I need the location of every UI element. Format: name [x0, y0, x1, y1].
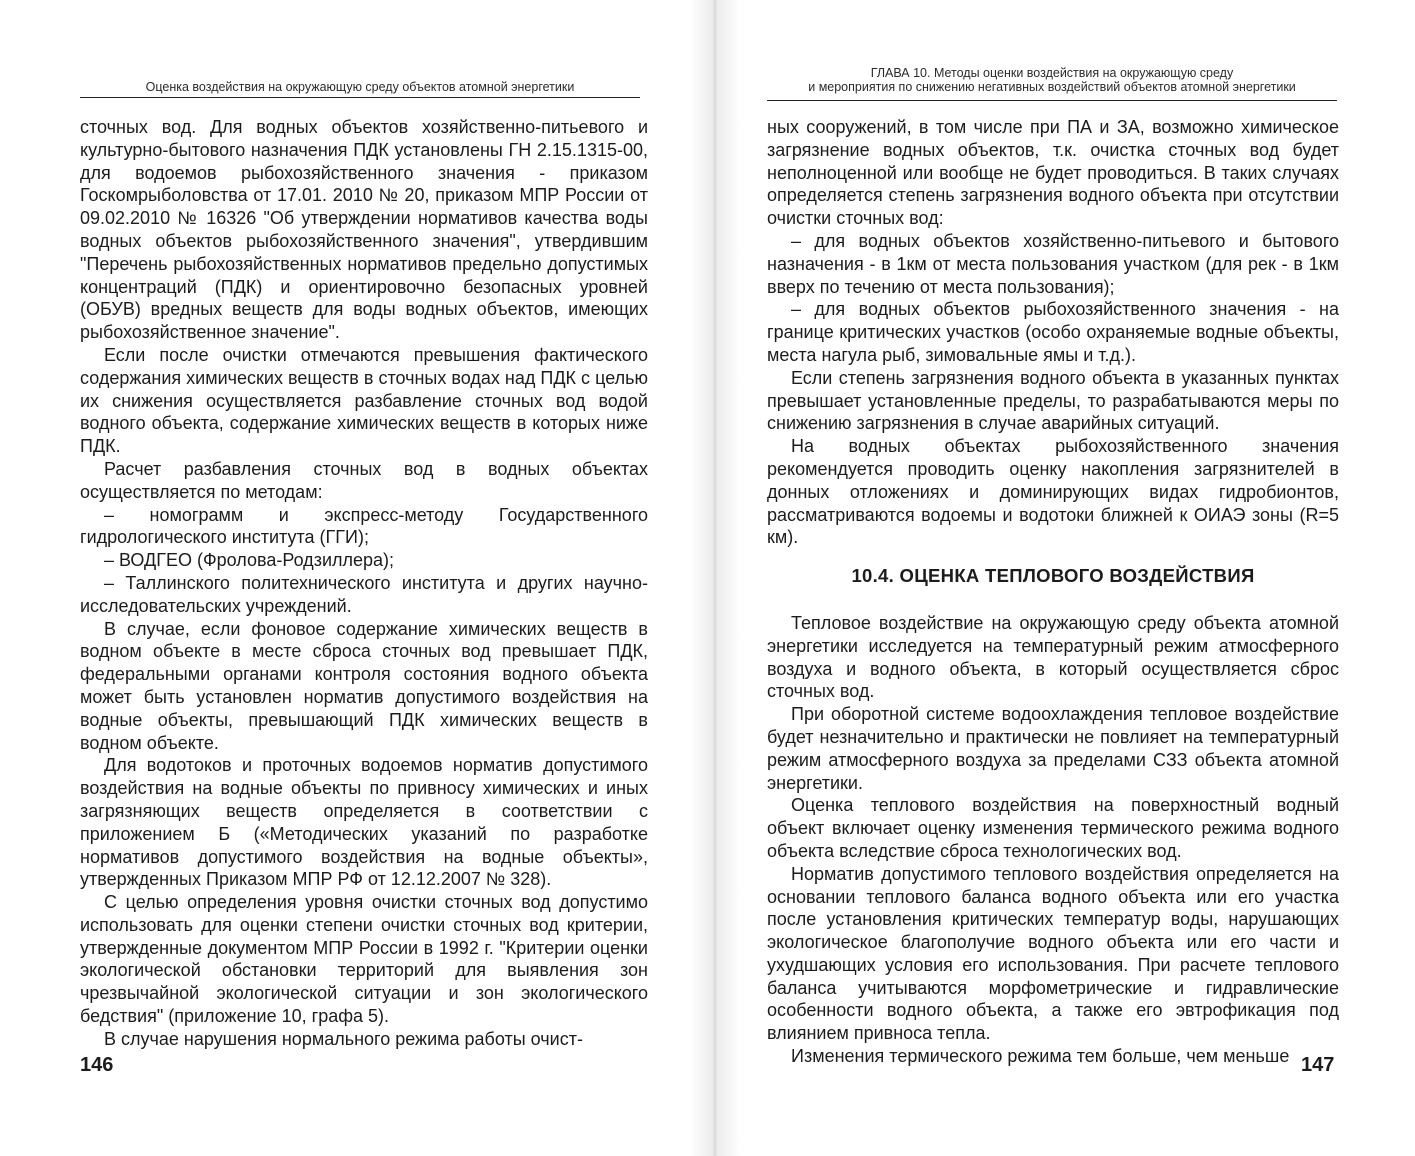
paragraph: Оценка теплового воздействия на поверхностный водный объект включает оценку изменения термического режима водного объекта вследствие сброса технологических вод. — [767, 795, 1339, 861]
paragraph: Если степень загрязнения водного объекта в указанных пунктах превышает установленные пределы, то разрабатываются меры по снижению загрязнения в случае аварийных ситуаций. — [767, 367, 1339, 434]
paragraph: При оборотной системе водоохлаждения тепловое воздействие будет незначительно и практически не повлияет на температурный режим атмосферного воздуха за пределами СЗЗ объекта атомной энергетики. — [767, 704, 1339, 793]
left-page — [0, 0, 700, 1156]
list-item: – номограмм и экспресс-методу Государственного гидрологического института (ГГИ); — [80, 504, 648, 548]
paragraph: Норматив допустимого теплового воздействия определяется на основании теплового баланса водного объекта или его участка после установления критических температур воды, нарушающих экологическое благополучие водного объекта или его части и ухудшающих условия его использования. При расчете теплового баланса учитываются морфометрические и гидравлические особенности водного объекта, а также его эвтрофикация под влиянием привноса тепла. — [767, 863, 1339, 1044]
right-body-text — [767, 116, 1339, 1068]
paragraph: Расчет разбавления сточных вод в водных объектах осуществляется по методам: — [80, 458, 648, 502]
paragraph: С целью определения уровня очистки сточных вод допустимо использовать для оценки степени очистки сточных вод критерии, утвержденные документом МПР России в 1992 г. "Критерии оценки экологической обстановки территорий для выявления зон чрезвычайной экологической ситуации и зон экологического бедствия" (приложение 10, графа 5). — [80, 892, 648, 1027]
paragraph: В случае, если фоновое содержание химических веществ в водном объекте в месте сброса сточных вод превышает ПДК, федеральными органами контроля состояния водного объекта может быть установлен норматив допустимого воздействия на водные объекты, превышающий ПДК химических веществ в водном объекте. — [80, 618, 648, 753]
paragraph: Если после очистки отмечаются превышения фактического содержания химических веществ в сточных водах над ПДК с целью их снижения осуществляется разбавление сточных вод водой водного объекта, содержание химических веществ в которых ниже ПДК. — [80, 344, 648, 457]
left-page-number: 146 — [80, 1054, 114, 1076]
left-running-header: Оценка воздействия на окружающую среду объектов атомной энергетики — [145, 80, 575, 94]
list-item: – Таллинского политехнического института и других научно-исследовательских учреждений. — [80, 572, 648, 616]
paragraph: В случае нарушения нормального режима работы очист- — [104, 1028, 583, 1049]
list-item: – ВОДГЕО (Фролова-Родзиллера); — [104, 550, 395, 571]
list-item: – для водных объектов хозяйственно-питьевого и бытового назначения - в 1км от места пользования участком (для рек - в 1км вверх по течению от места пользования); — [767, 230, 1339, 297]
paragraph: ных сооружений, в том числе при ПА и ЗА, возможно химическое загрязнение водных объектов, т.к. очистка сточных вод будет неполноценной или вообще не будет проводиться. В таких случаях определяется степень загрязнения водного объекта при отсутствии очистки сточных вод: — [767, 117, 1339, 229]
right-running-header-line-2: и мероприятия по снижению негативных воздействий объектов атомной энергетики — [808, 80, 1296, 94]
paragraph: Для водотоков и проточных водоемов норматив допустимого воздействия на водные объекты по привносу химических и иных загрязняющих веществ определяется в соответствии с приложением Б («Методических указаний по разработке нормативов допустимого воздействия на водные объекты», утвержденных Приказом МПР РФ от 12.12.2007 № 328). — [80, 755, 648, 890]
right-running-header — [767, 66, 1337, 94]
paragraph: Тепловое воздействие на окружающую среду объекта атомной энергетики исследуется на температурный режим атмосферного воздуха и водного объекта, в который осуществляется сброс сточных вод. — [767, 612, 1339, 702]
paragraph: сточных вод. Для водных объектов хозяйственно-питьевого и культурно-бытового назначения ПДК установлены ГН 2.15.1315-00, для водоемов рыбохозяйственного значения - приказом Госкомрыболовства от 17.01. 2010 № 20, приказом МПР России от 09.02.2010 № 16326 "Об утверждении нормативов качества воды водных объектов рыбохозяйственного значения", утвердившим "Перечень рыбохозяйственных нормативов предельно допустимых концентраций (ПДК) и ориентировочно безопасных уровней (ОБУВ) вредных веществ для воды водных объектов, имеющих рыбохозяйственное значение". — [80, 117, 648, 343]
paragraph: На водных объектах рыбохозяйственного значения рекомендуется проводить оценку накопления загрязнителей в донных отложениях и доминирующих видах гидробионтов, рассматриваются водоемы и водотоки ближней к ОИАЭ зоны (R=5 км). — [767, 436, 1339, 548]
left-body-text — [80, 116, 648, 1051]
right-header-rule — [767, 100, 1337, 101]
paragraph: Изменения термического режима тем больше, чем меньше — [791, 1046, 1290, 1067]
list-item: – для водных объектов рыбохозяйственного значения - на границе критических участков (особо охраняемые водные объекты, места нагула рыб, зимовальные ямы и т.д.). — [767, 299, 1339, 365]
right-running-header-line-1: ГЛАВА 10. Методы оценки воздействия на окружающую среду — [870, 66, 1234, 80]
right-page-number: 147 — [1301, 1054, 1335, 1076]
right-page — [705, 0, 1415, 1156]
section-heading: 10.4. ОЦЕНКА ТЕПЛОВОГО ВОЗДЕЙСТВИЯ — [851, 565, 1255, 587]
left-header-rule — [80, 97, 640, 98]
